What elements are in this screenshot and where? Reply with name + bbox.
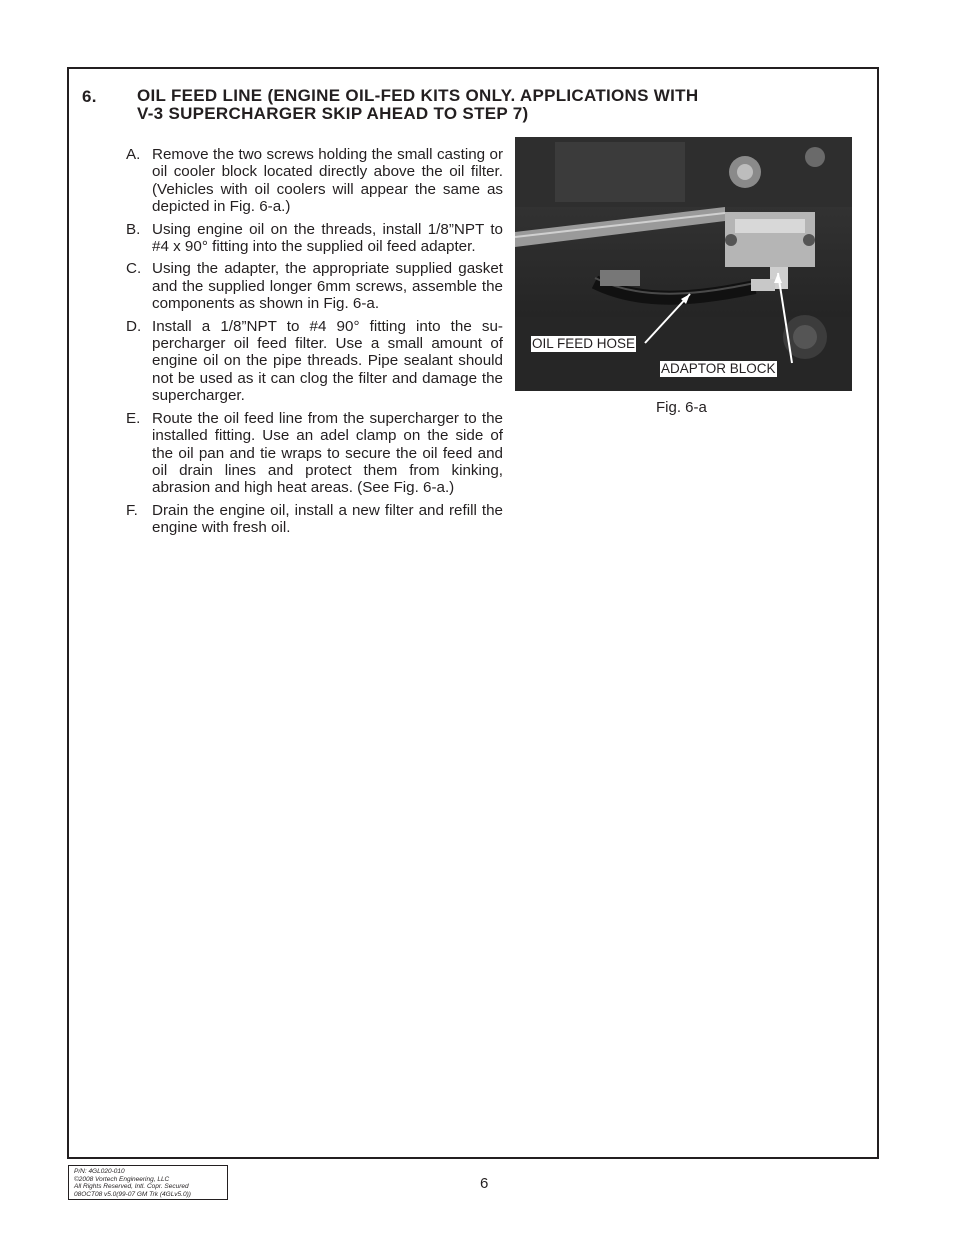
instruction-letter: A.	[126, 146, 141, 163]
instruction-d	[126, 318, 503, 405]
instruction-letter: F.	[126, 501, 138, 519]
figure-caption: Fig. 6-a	[656, 399, 707, 416]
footer-copyright: ©2008 Vortech Engineering, LLC	[74, 1175, 170, 1183]
label-oil-feed-hose: OIL FEED HOSE	[532, 336, 636, 351]
instruction-text: Remove the two screws holding the small casting or oil cooler block located directly above the oil filter. (Vehicles with oil coolers will appear the same as depicted in Fig. 6-a.)	[152, 146, 503, 216]
adel-clamp	[600, 270, 640, 286]
oil-filter-center	[793, 325, 817, 349]
instruction-e	[126, 410, 503, 497]
instruction-letter: D.	[126, 317, 142, 335]
instruction-b	[126, 221, 503, 256]
footer-rights: All Rights Reserved, Intl. Copr. Secured	[74, 1183, 189, 1190]
adaptor-screw-left	[725, 234, 737, 246]
instruction-text: Using engine oil on the threads, install 1/8”NPT to #4 x 90° fitting into the supplied oil feed adapter.	[152, 220, 503, 256]
adaptor-block-highlight	[735, 219, 805, 233]
bolt-center	[737, 164, 753, 180]
instruction-text: Route the oil feed line from the supercharger to the installed fitting. Use an adel clamp on the side of the oil pan and tie wraps to secure the oil feed and oil drain lines and protect them from kinking, abrasion and high heat areas. (See Fig. 6-a.)	[152, 409, 503, 497]
label-adaptor-block: ADAPTOR BLOCK	[661, 361, 776, 376]
page-number: 6	[480, 1175, 489, 1192]
step-title-line-2: V-3 SUPERCHARGER SKIP AHEAD TO STEP 7)	[137, 104, 529, 123]
footer-version: 08OCT08 v5.0(99-07 GM Trk (4GLv5.0))	[74, 1190, 191, 1198]
instruction-letter: B.	[126, 220, 141, 238]
instruction-list	[126, 146, 503, 542]
bolt-head-2	[805, 147, 825, 167]
step-number: 6.	[82, 87, 97, 106]
instruction-text: Using the adapter, the appropriate supplied gasket and the supplied longer 6mm screws, assemble the components as shown in Fig. 6-a.	[152, 260, 503, 313]
footer-part-number: P/N: 4GL020-010	[74, 1168, 125, 1175]
instruction-letter: E.	[126, 409, 141, 427]
adaptor-screw-right	[803, 234, 815, 246]
footer-info-box	[68, 1165, 228, 1200]
instruction-c	[126, 260, 503, 312]
instruction-text: Drain the engine oil, install a new filter and refill the engine with fresh oil.	[152, 501, 503, 537]
engine-photo-illustration	[515, 137, 852, 391]
figure-photo	[515, 137, 852, 391]
instruction-letter: C.	[126, 260, 142, 278]
casting-area	[555, 142, 685, 202]
step-title	[137, 87, 837, 123]
instruction-a	[126, 146, 503, 216]
instruction-f	[126, 502, 503, 537]
step-title-line-1: OIL FEED LINE (ENGINE OIL-FED KITS ONLY. APPLICATIONS WITH	[137, 86, 699, 105]
instruction-text: Install a 1/8”NPT to #4 90° fitting into the su-percharger oil feed filter. Use a small amount of engine oil on the pipe threads. Pipe sealant should not be used as it can clog the filter and damage the supercharger.	[152, 317, 503, 405]
hose-end-fitting	[751, 279, 775, 291]
